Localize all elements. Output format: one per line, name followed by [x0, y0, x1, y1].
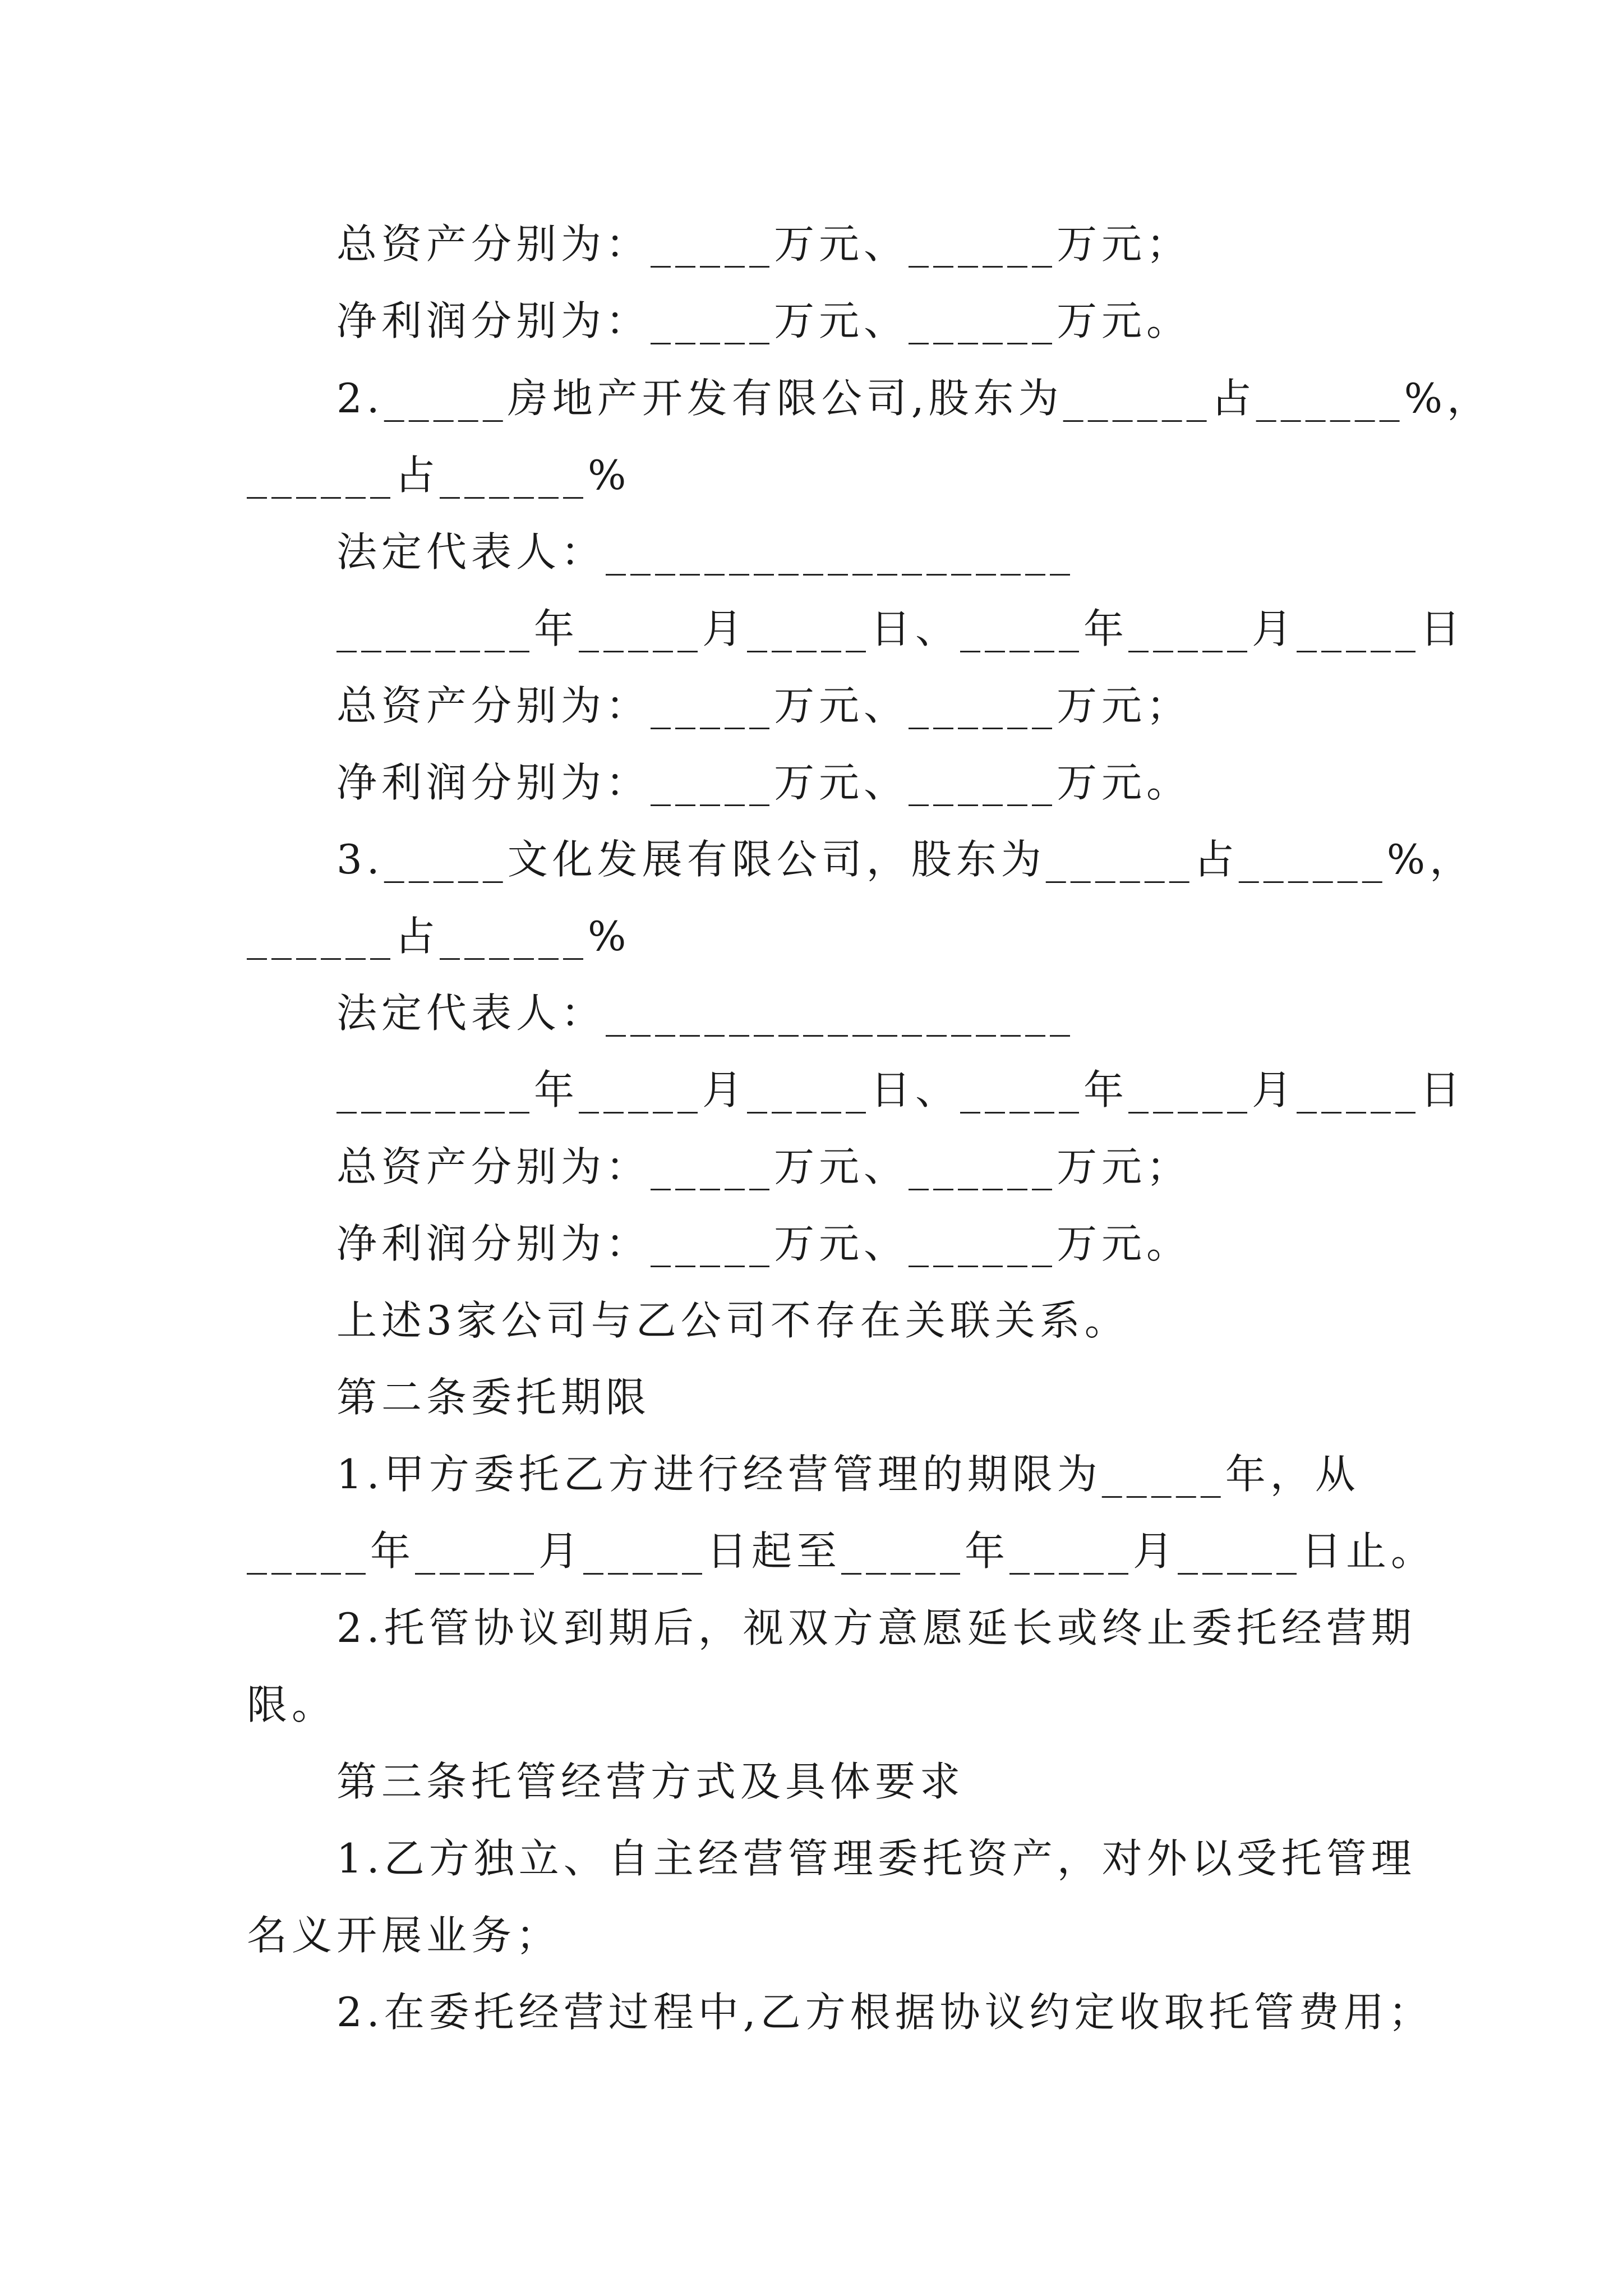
text-line: 总资产分别为：_____万元、______万元； [336, 1143, 1192, 1190]
text-line: ______占______% [247, 913, 631, 960]
text-line: 净利润分别为：_____万元、______万元。 [336, 297, 1192, 344]
section-heading: 第三条托管经营方式及具体要求 [336, 1758, 965, 1805]
text-line: 名义开展业务； [247, 1912, 561, 1959]
text-line: 法定代表人：___________________ [336, 990, 1075, 1037]
text-line: 限。 [247, 1681, 337, 1728]
text-line: ________年_____月_____日、_____年_____月_____日 [336, 1066, 1465, 1114]
text-line: 3._____文化发展有限公司，股东为______占______%， [336, 836, 1475, 883]
text-line: 1.乙方独立、自主经营管理委托资产，对外以受托管理 [336, 1835, 1416, 1882]
text-line: 2._____房地产开发有限公司,股东为______占______%， [336, 375, 1492, 422]
text-line: 净利润分别为：_____万元、______万元。 [336, 759, 1192, 806]
text-line: _____年_____月_____日起至_____年_____月_____日止。 [247, 1527, 1436, 1575]
text-line: 1.甲方委托乙方进行经营管理的期限为_____年，从 [336, 1451, 1360, 1498]
text-line: ________年_____月_____日、_____年_____月_____日 [336, 605, 1465, 652]
text-line: 2.托管协议到期后，视双方意愿延长或终止委托经营期 [336, 1604, 1416, 1651]
text-line: 净利润分别为：_____万元、______万元。 [336, 1220, 1192, 1267]
section-heading: 第二条委托期限 [336, 1374, 651, 1421]
text-line: 总资产分别为：_____万元、______万元； [336, 682, 1192, 729]
text-line: ______占______% [247, 452, 631, 499]
text-line: 法定代表人：___________________ [336, 528, 1075, 576]
text-line: 上述3家公司与乙公司不存在关联关系。 [336, 1297, 1129, 1344]
text-line: 总资产分别为：_____万元、______万元； [336, 220, 1192, 268]
text-line: 2.在委托经营过程中,乙方根据协议约定收取托管费用； [336, 1989, 1433, 2036]
